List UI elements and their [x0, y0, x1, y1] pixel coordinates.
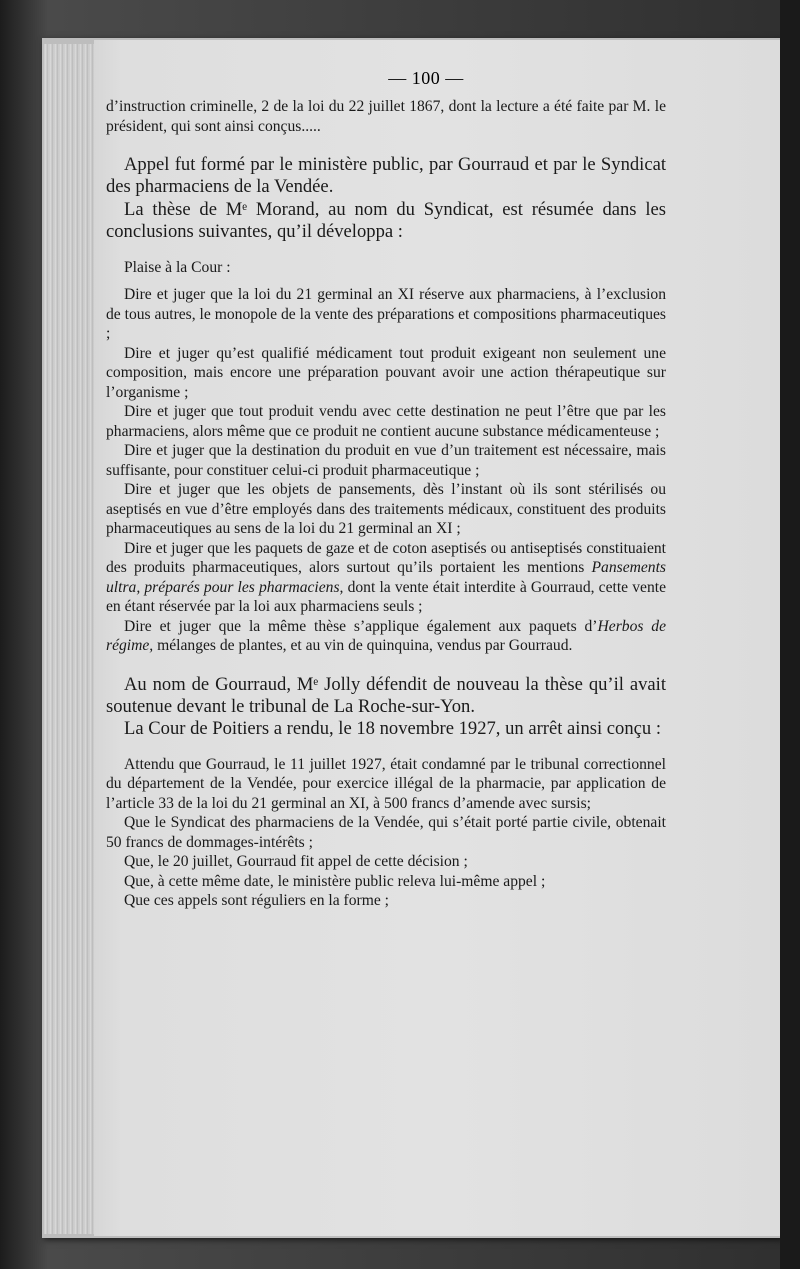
page-content	[106, 68, 666, 911]
appeal-paragraph: Appel fut formé par le ministère public, par Gourraud et par le Syndicat des pharmaciens de la Vendée.	[106, 154, 666, 198]
conclusion-item: Dire et juger que les objets de pansements, dès l’instant où ils sont stérilisés ou aseptisés en vue d’être employés dans des traitements médicaux, constituent des produits pharmaceutiques au sens de la loi du 21 germinal an XI ;	[106, 481, 666, 538]
scan-border	[780, 0, 800, 1269]
conclusion-item-gaze	[106, 539, 666, 617]
arret-item: Que, le 20 juillet, Gourraud fit appel de cette décision ;	[124, 853, 468, 871]
cour-paragraph: La Cour de Poitiers a rendu, le 18 novembre 1927, un arrêt ainsi conçu :	[124, 718, 662, 740]
conclusion-italic: Pansements ultra, préparés pour les pharmaciens,	[106, 559, 666, 596]
opening-paragraph: d’instruction criminelle, 2 de la loi du 22 juillet 1867, dont la lecture a été faite par M. le président, qui sont ainsi conçus.....	[106, 98, 666, 135]
conclusion-item: Dire et juger qu’est qualifié médicament tout produit exigeant non seulement une composition, mais encore une préparation pouvant avoir une action thérapeutique sur l’organisme ;	[106, 344, 666, 401]
conclusion-item: Dire et juger que la loi du 21 germinal an XI réserve aux pharmaciens, à l’exclusion de tous autres, le monopole de la vente des préparations et compositions pharmaceutiques ;	[106, 286, 666, 343]
conclusion-text: Dire et juger que les paquets de gaze et de coton aseptisés ou antiseptisés constituaient des produits pharmaceutiques, alors surtout qu’ils portaient les mentions	[106, 539, 666, 577]
conclusion-text: dont la vente était interdite à Gourraud, cette vente en étant réservée par la loi aux pharmaciens seuls ;	[106, 578, 666, 616]
page-number: — 100 —	[388, 68, 464, 88]
arret-item: Que ces appels sont réguliers en la forme ;	[124, 892, 390, 910]
conclusion-item: Dire et juger que tout produit vendu avec cette destination ne peut l’être que par les pharmaciens, alors même que ce produit ne contient aucune substance médicamenteuse ;	[106, 403, 666, 440]
thesis-paragraph: La thèse de Mᵉ Morand, au nom du Syndicat, est résumée dans les conclusions suivantes, qu’il développa :	[106, 198, 666, 243]
conclusion-text: Dire et juger que la même thèse s’applique également aux paquets d’	[124, 617, 598, 635]
conclusion-italic: Herbos de régime,	[106, 617, 667, 655]
page-edges	[44, 44, 96, 1234]
arret-item: Attendu que Gourraud, le 11 juillet 1927, était condamné par le tribunal correctionnel du département de la Vendée, pour exercice illégal de la pharmacie, par application de l’article 33 de la loi du 21 germinal an XI, à 500 francs d’amende avec sursis;	[106, 755, 666, 812]
conclusion-item: Dire et juger que la destination du produit en vue d’un traitement est nécessaire, mais suffisante, pour constituer celui-ci produit pharmaceutique ;	[106, 442, 666, 479]
jolly-paragraph: Au nom de Gourraud, Mᵉ Jolly défendit de nouveau la thèse qu’il avait soutenue devant le tribunal de La Roche-sur-Yon.	[106, 673, 666, 718]
conclusion-item-herbos	[106, 617, 666, 656]
arret-item: Que, à cette même date, le ministère public releva lui-même appel ;	[124, 872, 546, 890]
plaise-heading: Plaise à la Cour :	[124, 258, 231, 276]
conclusion-text: mélanges de plantes, et au vin de quinquina, vendus par Gourraud.	[153, 637, 573, 655]
arret-item: Que le Syndicat des pharmaciens de la Vendée, qui s’était porté partie civile, obtenait 50 francs de dommages-intérêts ;	[106, 814, 666, 851]
